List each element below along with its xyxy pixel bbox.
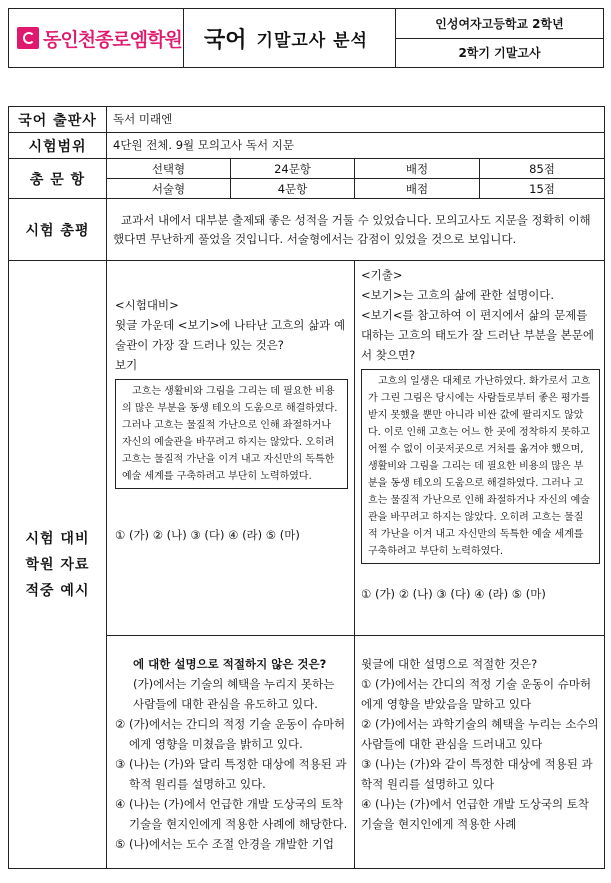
scope-value: 4단원 전체. 9월 모의고사 독서 지문 <box>107 133 605 159</box>
bogi-box-left: 고흐는 생활비와 그림을 그리는 데 필요한 비용의 많은 부분을 동생 테오의 도움으로 해결하였다. 그러나 고흐는 물질적 가난으로 인해 좌절하거나 자신의 예술관을 바꾸려고 하지는 않았다. 오히려 고흐는 물질적 가난을 이겨 내고 자신만의 독특한 예술 세계를 구축하려고 부단히 노력하였다. <box>115 379 348 489</box>
bogi-box-right: 고흐의 일생은 대체로 가난하였다. 화가로서 고흐가 그린 그림은 당시에는 사람들로부터 좋은 평가를 받지 못했을 뿐만 아니라 비싼 값에 팔리지도 않았다. 이로 인해 고흐는 어느 한 곳에 정착하지 못하고 어쩔 수 없이 이곳저곳으로 거처를 옮겨야 했으며, 생활비와 그림을 그리는 데 필요한 비용의 많은 부분을 동생 테오의 도움으로 해결하였다. 그러나 고흐는 물질적 가난으로 인해 좌절하거나 자신의 예술관을 바꾸려고 하지는 않았다. 오히려 고흐는 물질적 가난을 이겨 내고 자신만의 독특한 예술 세계를 구축하려고 부단히 노력하였다. <box>361 369 600 564</box>
school-info <box>396 9 603 67</box>
score-essay: 15점 <box>480 179 605 199</box>
count-select: 24문항 <box>231 159 355 179</box>
count-label: 총 문 항 <box>9 159 107 199</box>
choices-left-1: ① (가) ② (나) ③ (다) ④ (라) ⑤ (마) <box>115 528 300 542</box>
subject-title: 국어 <box>204 27 247 53</box>
publisher-label: 국어 출판사 <box>9 107 107 133</box>
academy-logo <box>9 9 184 67</box>
exam-type-title: 기말고사 분석 <box>256 30 368 51</box>
examples-label: 시험 대비 학원 자료 적중 예시 <box>9 261 107 869</box>
type-essay: 서술형 <box>107 179 231 199</box>
choices-right-1: ① (가) ② (나) ③ (다) ④ (라) ⑤ (마) <box>361 587 546 601</box>
school-name: 인성여자고등학교 2학년 <box>435 16 564 31</box>
scope-label: 시험범위 <box>9 133 107 159</box>
review-text: 교과서 내에서 대부분 출제돼 좋은 성적을 거둘 수 있었습니다. 모의고사도 지문을 정확히 이해했다면 무난하게 풀었을 것입니다. 서술형에서는 감점이 있었을 것으로 보입니다. <box>107 199 605 261</box>
score-select: 85점 <box>480 159 605 179</box>
logo-mark-icon <box>17 27 39 49</box>
analysis-table <box>8 106 605 869</box>
type-select: 선택형 <box>107 159 231 179</box>
score-label-essay: 배점 <box>355 179 480 199</box>
publisher-value: 독서 미래엔 <box>107 107 605 133</box>
example-right-2: 윗글에 대한 설명으로 적절한 것은? ① (가)에서는 간디의 적정 기술 운동이 슈마허에게 영향을 받았음을 말하고 있다 ② (가)에서는 과학기술의 혜택을 누리는 소수의 사람들에 대한 관심을 드러내고 있다 ③ (나)는 (가)와 같이 특정한 대상에 적용된 과학적 원리를 설명하고 있다 ④ (나)는 (가)에서 언급한 개발 도상국의 토착 기술을 현지인에게 적용한 사례 <box>355 636 605 869</box>
logo-text: 동인천종로엠학원 <box>43 28 182 51</box>
example-left-2: 에 대한 설명으로 적절하지 않은 것은? (가)에서는 기술의 혜택을 누리지 못하는 사람들에 대한 관심을 유도하고 있다. ② (가)에서는 간디의 적정 기술 운동이 슈마허에게 영향을 미쳤음을 밝히고 있다. ③ (나)는 (가)와 달리 특정한 대상에 적용된 과학적 원리를 설명하고 있다. ④ (나)는 (가)에서 언급한 개발 도상국의 토착 기술을 현지인에게 적용한 사례에 해당한다. ⑤ (나)에서는 도수 조절 안경을 개발한 기업 <box>107 636 355 869</box>
review-label: 시험 총평 <box>9 199 107 261</box>
exam-title <box>184 9 396 67</box>
example-right-1: <기출> <보기>는 고흐의 삶에 관한 설명이다. <보기<를 참고하여 이 편지에서 삶의 문제를 대하는 고흐의 태도가 잘 드러난 부분을 본문에서 찾으면? 고흐의 일생은 대체로 가난하였다. 화가로서 고흐가 그린 그림은 당시에는 사람들로부터 좋은 평가를 받지 못했을 뿐만 아니라 비싼 값에 팔리지도 않았다. 이로 인해 고흐는 어느 한 곳에 정착하지 못하고 어쩔 수 없이 이곳저곳으로 거처를 옮겨야 했으며, 생활비와 그림을 그리는 데 필요한 비용의 많은 부분을 동생 테오의 도움으로 해결하였다. 그러나 고흐는 물질적 가난으로 인해 좌절하거나 자신의 예술관을 바꾸려고 하지는 않았다. 오히려 고흐는 물질적 가난을 이겨 내고 자신만의 독특한 예술 세계를 구축하려고 부단히 노력하였다. ① (가) ② (나) ③ (다) ④ (라) ⑤ (마) <box>355 261 605 636</box>
document-header <box>8 8 604 68</box>
term-name: 2학기 기말고사 <box>396 38 603 68</box>
score-label-select: 배정 <box>355 159 480 179</box>
example-left-1: <시험대비> 윗글 가운데 <보기>에 나타난 고흐의 삶과 예술관이 가장 잘 드러나 있는 것은? 보기 고흐는 생활비와 그림을 그리는 데 필요한 비용의 많은 부분을 동생 테오의 도움으로 해결하였다. 그러나 고흐는 물질적 가난으로 인해 좌절하거나 자신의 예술관을 바꾸려고 하지는 않았다. 오히려 고흐는 물질적 가난을 이겨 내고 자신만의 독특한 예술 세계를 구축하려고 부단히 노력하였다. ① (가) ② (나) ③ (다) ④ (라) ⑤ (마) <box>107 261 355 636</box>
count-essay: 4문항 <box>231 179 355 199</box>
